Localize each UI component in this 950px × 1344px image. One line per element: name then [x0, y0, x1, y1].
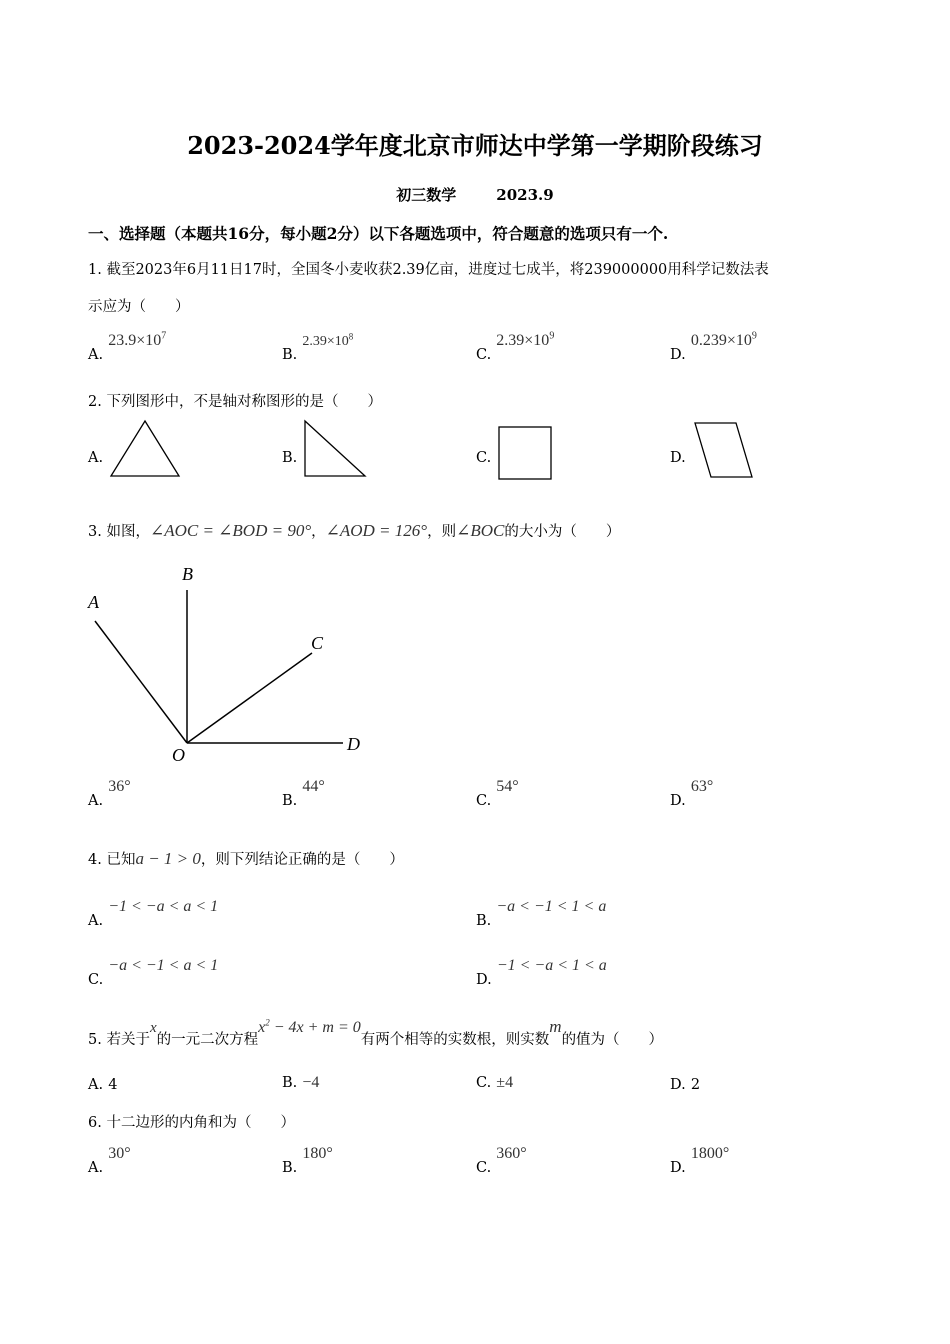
- q3-option-c[interactable]: C. 54°: [476, 778, 519, 809]
- q6-text: 6. 十二边形的内角和为（ ）: [88, 1115, 295, 1131]
- q4-text: 4. 已知a − 1 > 0，则下列结论正确的是（ ）: [88, 849, 404, 868]
- q3-option-b[interactable]: B. 44°: [282, 778, 325, 809]
- q1-option-a-value: $23.9\times 10^7$: [108, 330, 167, 349]
- q5-variable-x: x: [149, 1020, 157, 1036]
- q1-option-c[interactable]: C. $2.39\times 10^9$: [476, 330, 555, 363]
- q1-option-c-value: $2.39\times 10^9$: [496, 330, 555, 349]
- q4-option-b[interactable]: B. −a < −1 < 1 < a: [476, 898, 607, 929]
- q6-option-d[interactable]: D. 1800°: [670, 1145, 730, 1176]
- page-subtitle: [0, 184, 950, 205]
- q4-option-c[interactable]: C. −a < −1 < a < 1: [88, 957, 219, 988]
- q2-option-c-label[interactable]: C.: [476, 450, 492, 466]
- q5-option-d[interactable]: D. 2: [670, 1077, 701, 1093]
- q1-text-line2: 示应为（ ）: [88, 299, 190, 315]
- q1-option-d-value: $0.239\times 10^9$: [690, 330, 757, 349]
- q1-option-a[interactable]: A. $23.9\times 10^7$: [88, 330, 167, 363]
- q4-condition: a − 1 > 0: [135, 849, 201, 868]
- q1-option-b[interactable]: B. $2.39\times 10^8$: [282, 331, 354, 363]
- q3-angle-figure: [80, 560, 380, 770]
- q6-option-b[interactable]: B. 180°: [282, 1145, 333, 1176]
- q2-option-a-label[interactable]: A.: [88, 450, 104, 466]
- q5-equation: $x^2 - 4x + m = 0$: [258, 1017, 361, 1036]
- q1-option-b-value: $2.39\times 10^8$: [302, 331, 354, 349]
- label-b: B: [182, 564, 193, 584]
- q5-option-c[interactable]: C. ±4: [476, 1074, 514, 1091]
- q2-equilateral-triangle-shape: [108, 418, 182, 480]
- q4-option-d[interactable]: D. −1 < −a < 1 < a: [476, 957, 607, 988]
- section-heading: 一、选择题（本题共16分，每小题2分）以下各题选项中，符合题意的选项只有一个.: [88, 224, 669, 243]
- q3-condition-2: ∠AOD = 126°: [325, 521, 428, 540]
- q4-option-a[interactable]: A. −1 < −a < a < 1: [88, 898, 219, 929]
- q5-option-a[interactable]: A. 4: [88, 1077, 118, 1093]
- q2-option-b-label[interactable]: B.: [282, 450, 298, 466]
- exam-date: 2023.9: [496, 186, 554, 204]
- q2-right-triangle-shape: [300, 418, 370, 480]
- q1-option-d[interactable]: D. $0.239\times 10^9$: [670, 330, 757, 363]
- q2-text: 2. 下列图形中，不是轴对称图形的是（ ）: [88, 394, 382, 410]
- q5-text: 5. 若关于x的一元二次方程$x^2 - 4x + m = 0$有两个相等的实数根，则实数m的值为（ ）: [88, 1017, 664, 1048]
- q5-option-b[interactable]: B. −4: [282, 1074, 320, 1091]
- q5-variable-m: m: [549, 1017, 562, 1036]
- subject-label: 初三数学: [396, 186, 457, 204]
- q3-text: 3. 如图，∠AOC = ∠BOD = 90°，∠AOD = 126°，则∠BOC的大小为（ ）: [88, 521, 621, 540]
- ray-oc: [187, 653, 312, 743]
- q3-condition-1: ∠AOC = ∠BOD = 90°: [149, 521, 312, 540]
- q6-option-a[interactable]: A. 30°: [88, 1145, 131, 1176]
- label-c: C: [311, 633, 324, 653]
- q6-option-c[interactable]: C. 360°: [476, 1145, 527, 1176]
- q2-parallelogram-shape: [692, 420, 756, 482]
- q2-square-shape: [496, 424, 556, 482]
- label-a: A: [88, 592, 99, 612]
- q2-option-d-label[interactable]: D.: [670, 450, 686, 466]
- label-o: O: [172, 745, 185, 765]
- q3-option-d[interactable]: D. 63°: [670, 778, 714, 809]
- q3-condition-3: ∠BOC: [456, 521, 505, 540]
- label-d: D: [347, 734, 360, 754]
- page-title: 2023-2024学年度北京市师达中学第一学期阶段练习: [187, 131, 763, 160]
- q3-option-a[interactable]: A. 36°: [88, 778, 131, 809]
- q1-text-line1: 1. 截至2023年6月11日17时，全国冬小麦收获2.39亿亩，进度过七成半，将239000000用科学记数法表: [88, 262, 769, 278]
- ray-oa: [95, 621, 187, 743]
